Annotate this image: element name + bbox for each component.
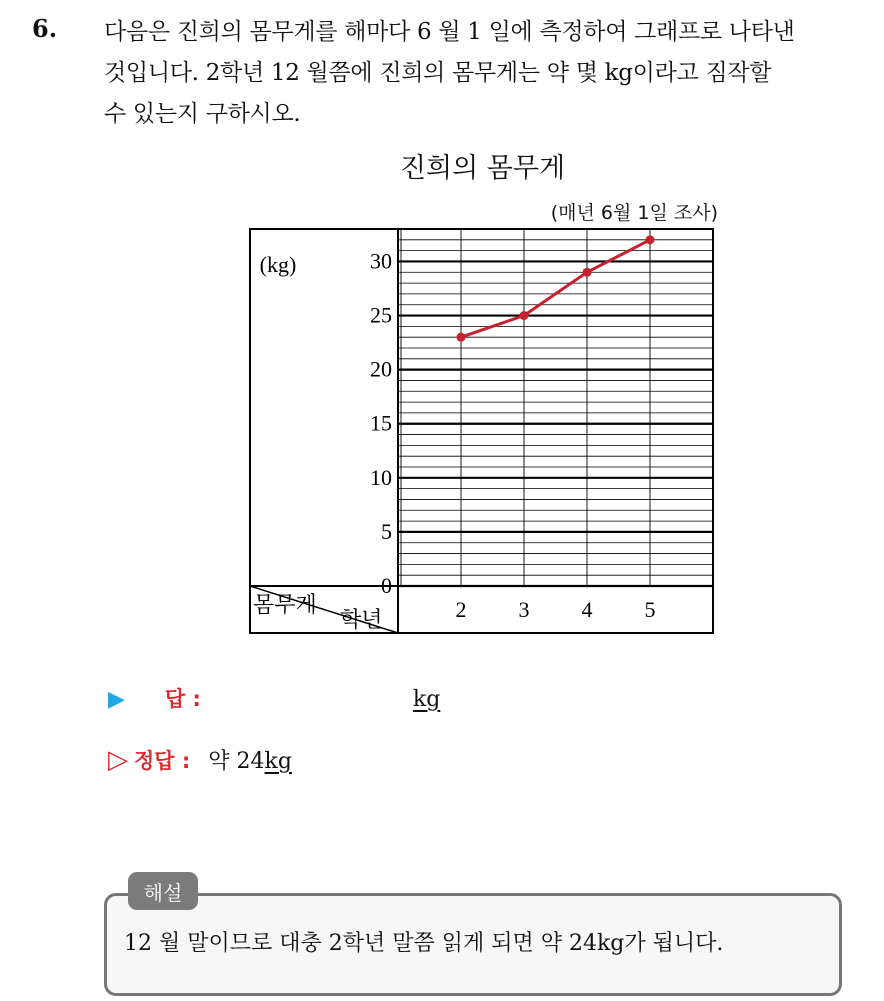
series-line: [461, 240, 650, 337]
chart-series: [457, 235, 655, 341]
data-point: [457, 333, 466, 342]
answer-row: [108, 683, 440, 713]
data-point: [583, 268, 592, 277]
y-axis-label: (kg): [259, 252, 297, 277]
correct-answer-value: 약 24: [208, 749, 265, 774]
x-category-label: 3: [518, 597, 530, 622]
chart-frame: [250, 229, 713, 633]
x-category-label: 2: [455, 597, 467, 622]
answer-unit: kg: [412, 687, 441, 712]
answer-label: 답 :: [164, 687, 201, 711]
corner-label-grade: 학년: [340, 608, 383, 633]
y-tick-label: 20: [370, 356, 392, 382]
question-line-1: 다음은 진희의 몸무게를 해마다 6 월 1 일에 측정하여 그래프로 나타낸: [104, 19, 795, 45]
correct-answer-label: 정답 :: [134, 749, 191, 773]
play-triangle-icon: ▶: [108, 687, 125, 712]
chart-x-categories: [456, 597, 656, 622]
chart-grid: [250, 229, 713, 633]
y-tick-label: 10: [370, 464, 392, 490]
y-tick-label: 30: [370, 248, 392, 274]
y-tick-label: 25: [370, 302, 392, 328]
outline-triangle-icon: ▷: [108, 745, 128, 775]
data-point: [520, 311, 529, 320]
y-tick-label: 5: [381, 518, 392, 544]
question-line-3: 수 있는지 구하시오.: [104, 101, 301, 127]
corner-label-weight: 몸무게: [253, 593, 317, 618]
explanation-text: 12 월 말이므로 대충 2학년 말쯤 읽게 되면 약 24kg가 됩니다.: [124, 931, 724, 956]
correct-answer-unit: kg: [264, 749, 292, 774]
chart-title: 진희의 몸무게: [399, 153, 566, 184]
chart-subtitle: (매년 6월 1일 조사): [550, 202, 718, 224]
chart-y-ticks: [370, 248, 392, 598]
y-tick-label: 0: [381, 573, 392, 598]
question-number: 6.: [32, 14, 58, 43]
y-tick-label: 15: [370, 410, 392, 436]
explanation-tag: 해설: [128, 872, 198, 910]
x-category-label: 5: [644, 597, 656, 622]
data-point: [646, 235, 655, 244]
correct-answer-row: [108, 744, 292, 775]
x-category-label: 4: [581, 597, 593, 622]
question-line-2: 것입니다. 2학년 12 월쯤에 진희의 몸무게는 약 몇 kg이라고 짐작할: [104, 60, 772, 86]
